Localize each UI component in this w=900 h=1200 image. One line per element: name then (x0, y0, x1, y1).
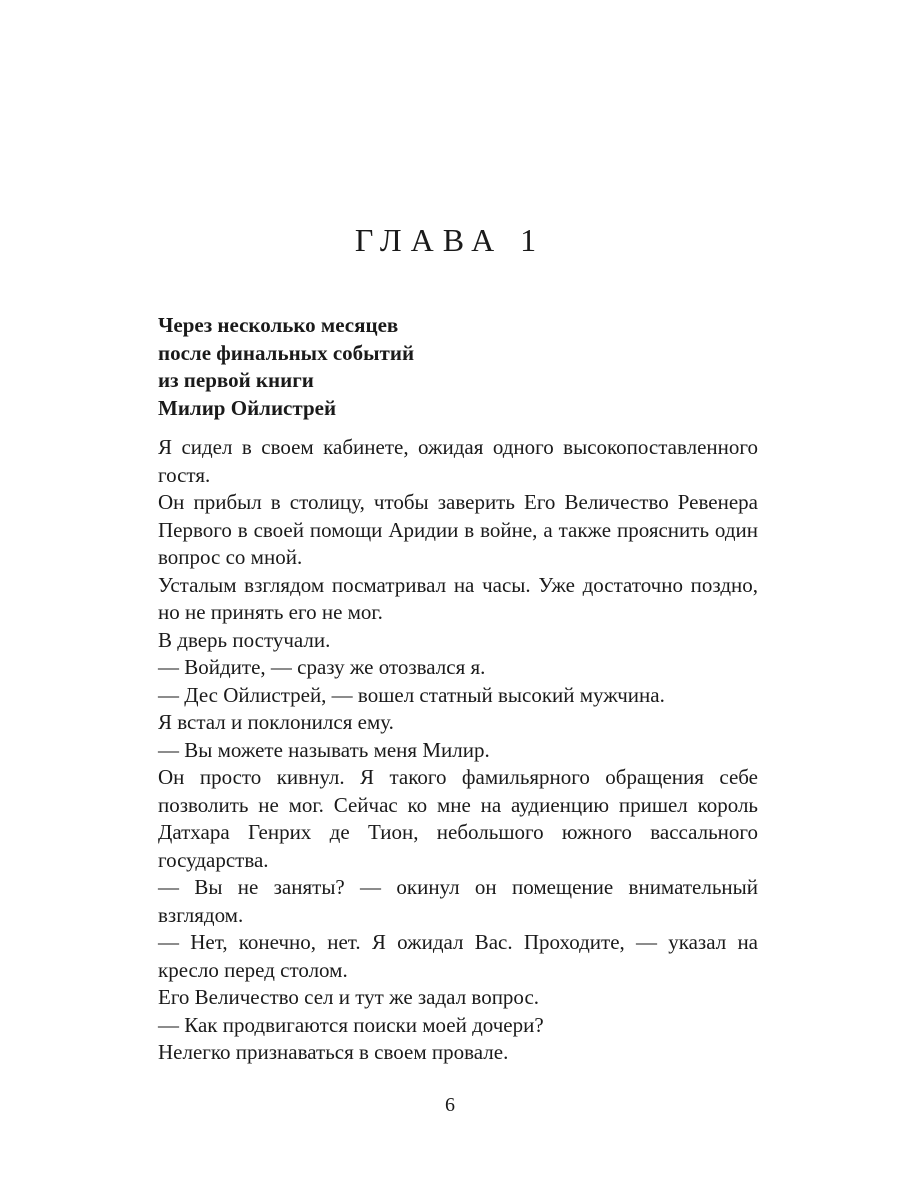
dialogue-line: — Вы можете называть меня Милир. (158, 737, 490, 762)
paragraph: В дверь постучали. (158, 627, 331, 652)
chapter-body (158, 434, 758, 1067)
dialogue-line: — Нет, конечно, нет. Я ожидал Вас. Проходите, — указал на кресло перед столом. (158, 930, 758, 982)
epigraph-line: после финальных событий (158, 340, 415, 365)
paragraph: Он прибыл в столицу, чтобы заверить Его Величество Ревенера Первого в своей помощи Аридии в войне, а также прояснить один вопрос со мной. (158, 490, 758, 569)
dialogue-line: — Как продвигаются поиски моей дочери? (158, 1012, 544, 1037)
dialogue-line: — Войдите, — сразу же отозвался я. (158, 655, 486, 679)
epigraph-author: Милир Ойлистрей (158, 395, 337, 420)
paragraph: Я сидел в своем кабинете, ожидая одного высокопоставленного гостя. (158, 435, 758, 487)
paragraph: Я встал и поклонился ему. (158, 710, 394, 734)
epigraph-line: из первой книги (158, 368, 314, 392)
epigraph (158, 312, 758, 422)
paragraph: Нелегко признаваться в своем провале. (158, 1040, 509, 1064)
epigraph-line: Через несколько месяцев (158, 313, 399, 337)
dialogue-line: — Вы не заняты? — окинул он помещение внимательный взглядом. (158, 875, 758, 927)
paragraph: Он просто кивнул. Я такого фамильярного обращения себе позволить не мог. Сейчас ко мне на аудиенцию пришел король Датхара Генрих де Тион, небольшого южного вассального государства. (158, 765, 758, 872)
chapter-title: ГЛАВА 1 (354, 222, 546, 258)
page-number: 6 (445, 1094, 455, 1116)
paragraph: Усталым взглядом посматривал на часы. Уже достаточно поздно, но не принять его не мог. (158, 572, 758, 624)
paragraph: Его Величество сел и тут же задал вопрос. (158, 985, 540, 1009)
dialogue-line: — Дес Ойлистрей, — вошел статный высокий мужчина. (158, 682, 665, 707)
